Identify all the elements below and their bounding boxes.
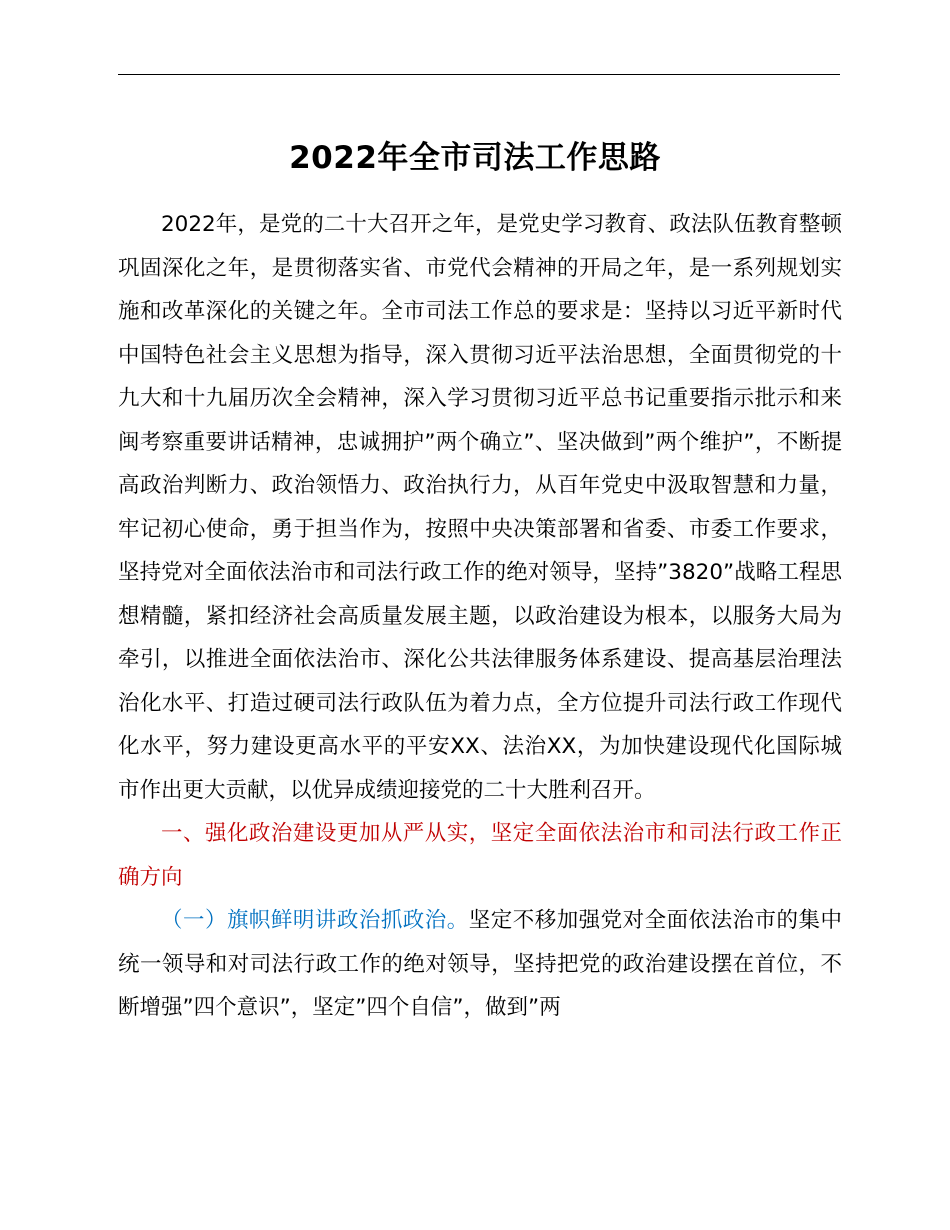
section-heading: 一、强化政治建设更加从严从实，坚定全面依法治市和司法行政工作正确方向 [118,821,842,890]
header-rule [118,74,840,75]
document-body [118,203,842,1030]
intro-paragraph: 2022年，是党的二十大召开之年，是党史学习教育、政法队伍教育整顿巩固深化之年，是贯彻落实省、市党代会精神的开局之年，是一系列规划实施和改革深化的关键之年。全市司法工作总的要求是：坚持以习近平新时代中国特色社会主义思想为指导，深入贯彻习近平法治思想，全面贯彻党的十九大和十九届历次全会精神，深入学习贯彻习近平总书记重要指示批示和来闽考察重要讲话精神，忠诚拥护”两个确立”、坚决做到”两个维护”，不断提高政治判断力、政治领悟力、政治执行力，从百年党史中汲取智慧和力量，牢记初心使命，勇于担当作为，按照中央决策部署和省委、市委工作要求，坚持党对全面依法治市和司法行政工作的绝对领导，坚持”3820”战略工程思想精髓，紧扣经济社会高质量发展主题，以政治建设为根本，以服务大局为牵引，以推进全面依法治市、深化公共法律服务体系建设、提高基层治理法治化水平、打造过硬司法行政队伍为着力点，全方位提升司法行政工作现代化水平，努力建设更高水平的平安XX、法治XX，为加快建设现代化国际城市作出更大贡献，以优异成绩迎接党的二十大胜利召开。 [118,212,842,803]
subsection-text: 坚定不移加强党对全面依法治市的集中统一领导和对司法行政工作的绝对领导，坚持把党的政治建设摆在首位，不断增强”四个意识”，坚定”四个自信”，做到”两 [118,908,842,1020]
document-title: 2022年全市司法工作思路 [289,140,661,176]
subsection-paragraph [118,899,842,1030]
subsection-heading: （一）旗帜鲜明讲政治抓政治。 [161,908,469,933]
